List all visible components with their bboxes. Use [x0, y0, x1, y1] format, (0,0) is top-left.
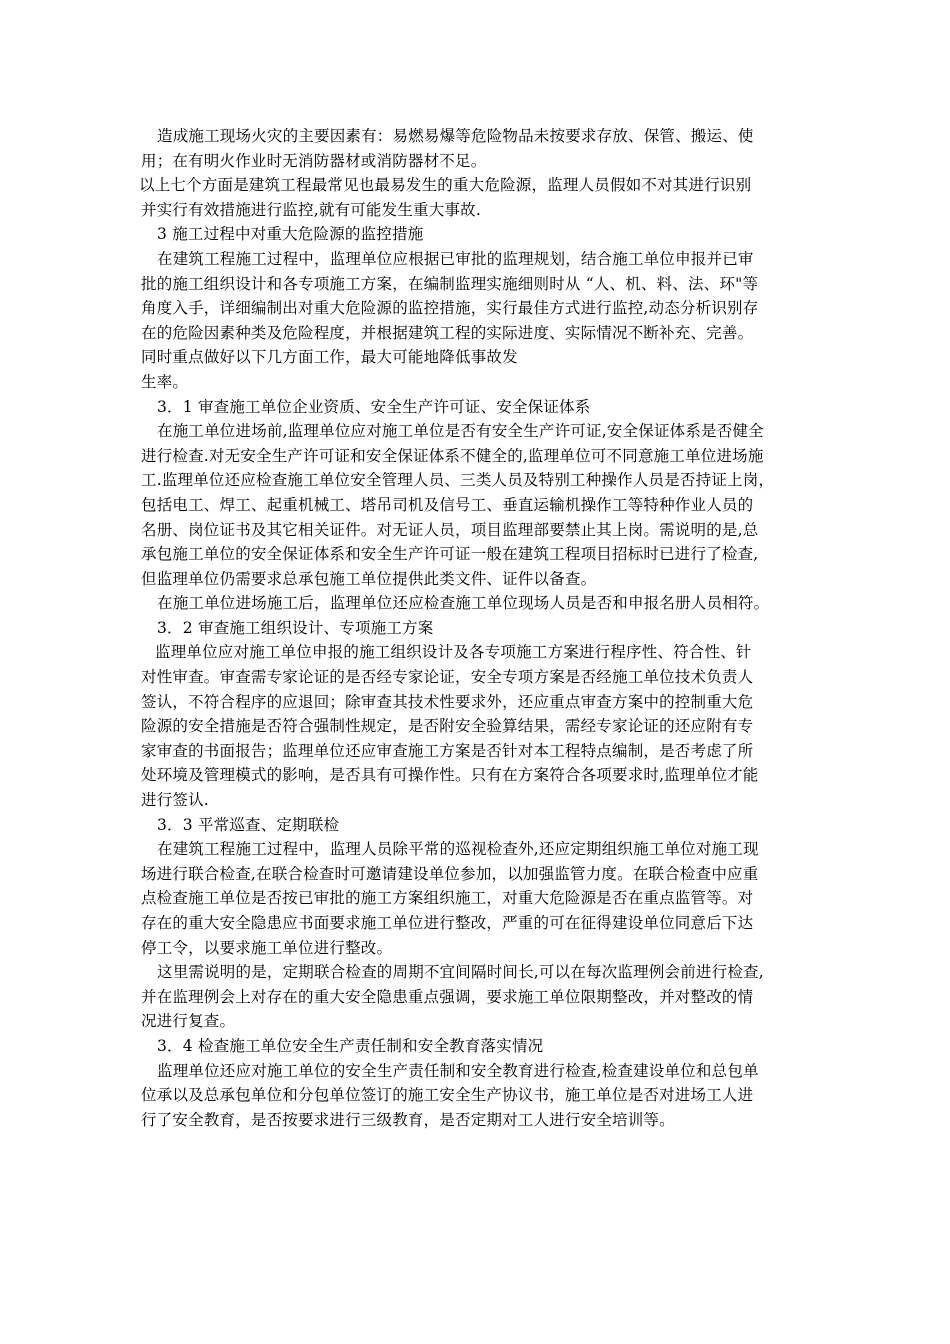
- paragraph-line: 进行签认.: [141, 791, 209, 810]
- paragraph-line: 处环境及管理模式的影响，是否具有可操作性。只有在方案符合各项要求时,监理单位才能: [141, 766, 759, 785]
- paragraph-line: 并实行有效措施进行监控,就有可能发生重大事故.: [141, 200, 481, 219]
- paragraph-line: 险源的安全措施是否符合强制性规定，是否附安全验算结果，需经专家论证的还应附有专: [141, 717, 754, 736]
- subsection-heading: 3．3 平常巡查、定期联检: [157, 815, 340, 834]
- paragraph-line: 在建筑工程施工过程中，监理人员除平常的巡视检查外,还应定期组织施工单位对施工现: [157, 840, 759, 859]
- paragraph-line: 角度入手，详细编制出对重大危险源的监控措施，实行最佳方式进行监控,动态分析识别存: [141, 299, 759, 318]
- paragraph-line: 用；在有明火作业时无消防器材或消防器材不足。: [141, 151, 487, 170]
- paragraph-line: 在的危险因素种类及危险程度，并根据建筑工程的实际进度、实际情况不断补充、完善。: [141, 323, 754, 342]
- paragraph-line: 生率。: [141, 372, 189, 391]
- subsection-heading: 3．1 审查施工单位企业资质、安全生产许可证、安全保证体系: [157, 397, 591, 416]
- paragraph-line: 在施工单位进场施工后，监理单位还应检查施工单位现场人员是否和申报名册人员相符。: [157, 594, 770, 613]
- paragraph-line: 对性审查。审查需专家论证的是否经专家论证，安全专项方案是否经施工单位技术负责人: [141, 668, 754, 687]
- paragraph-line: 工.监理单位还应检查施工单位安全管理人员、三类人员及特别工种操作人员是否持证上岗，: [141, 471, 775, 490]
- paragraph-line: 承包施工单位的安全保证体系和安全生产许可证一般在建筑工程项目招标时已进行了检查,: [141, 545, 759, 564]
- paragraph-line: 点检查施工单位是否按已审批的施工方案组织施工，对重大危险源是否在重点监管等。对: [141, 889, 754, 908]
- paragraph-line: 但监理单位仍需要求总承包施工单位提供此类文件、证件以备查。: [141, 569, 597, 588]
- section-heading: 3 施工过程中对重大危险源的监控措施: [157, 225, 424, 244]
- subsection-heading: 3．4 检查施工单位安全生产责任制和安全教育落实情况: [157, 1036, 544, 1055]
- subsection-heading: 3．2 审查施工组织设计、专项施工方案: [157, 618, 434, 637]
- paragraph-line: 场进行联合检查,在联合检查时可邀请建设单位参加，以加强监管力度。在联合检查中应重: [141, 864, 759, 883]
- paragraph-line: 并在监理例会上对存在的重大安全隐患重点强调，要求施工单位限期整改，并对整改的情: [141, 987, 754, 1006]
- paragraph-line: 行了安全教育，是否按要求进行三级教育，是否定期对工人进行安全培训等。: [141, 1110, 675, 1129]
- document-body: [141, 124, 821, 1132]
- paragraph-line: 况进行复查。: [141, 1012, 236, 1031]
- paragraph-line: 名册、岗位证书及其它相关证件。对无证人员，项目监理部要禁止其上岗。需说明的是,总: [141, 520, 759, 539]
- paragraph-line: 存在的重大安全隐患应书面要求施工单位进行整改，严重的可在征得建设单位同意后下达: [141, 914, 754, 932]
- paragraph-line: 停工令，以要求施工单位进行整改。: [141, 938, 393, 957]
- paragraph-line: 同时重点做好以下几方面工作，最大可能地降低事故发: [141, 348, 518, 367]
- paragraph-line: 家审查的书面报告；监理单位还应审查施工方案是否针对本工程特点编制，是否考虑了所: [141, 741, 754, 760]
- paragraph-line: 监理单位应对施工单位申报的施工组织设计及各专项施工方案进行程序性、符合性、针: [155, 643, 752, 662]
- paragraph-line: 在建筑工程施工过程中，监理单位应根据已审批的监理规划，结合施工单位申报并已审: [157, 249, 754, 268]
- paragraph-line: 造成施工现场火灾的主要因素有：易燃易爆等危险物品未按要求存放、保管、搬运、使: [157, 127, 754, 145]
- paragraph-line: 这里需说明的是，定期联合检查的周期不宜间隔时间长,可以在每次监理例会前进行检查,: [157, 963, 764, 982]
- paragraph-line: 在施工单位进场前,监理单位应对施工单位是否有安全生产许可证,安全保证体系是否健全: [157, 422, 764, 441]
- paragraph-line: 包括电工、焊工、起重机械工、塔吊司机及信号工、垂直运输机操作工等特种作业人员的: [141, 495, 754, 514]
- paragraph-line: 监理单位还应对施工单位的安全生产责任制和安全教育进行检查,检查建设单位和总包单: [157, 1061, 759, 1080]
- paragraph-line: 批的施工组织设计和各专项施工方案，在编制监理实施细则时从 “人、机、料、法、环"等: [141, 274, 759, 293]
- paragraph-line: 进行检查.对无安全生产许可证和安全保证体系不健全的,监理单位可不同意施工单位进场施: [141, 446, 764, 465]
- paragraph-line: 签认，不符合程序的应退回；除审查其技术性要求外，还应重点审查方案中的控制重大危: [141, 692, 754, 711]
- paragraph-line: 位承以及总承包单位和分包单位签订的施工安全生产协议书，施工单位是否对进场工人进: [141, 1086, 754, 1105]
- paragraph-line: 以上七个方面是建筑工程最常见也最易发生的重大危险源，监理人员假如不对其进行识别: [139, 176, 752, 195]
